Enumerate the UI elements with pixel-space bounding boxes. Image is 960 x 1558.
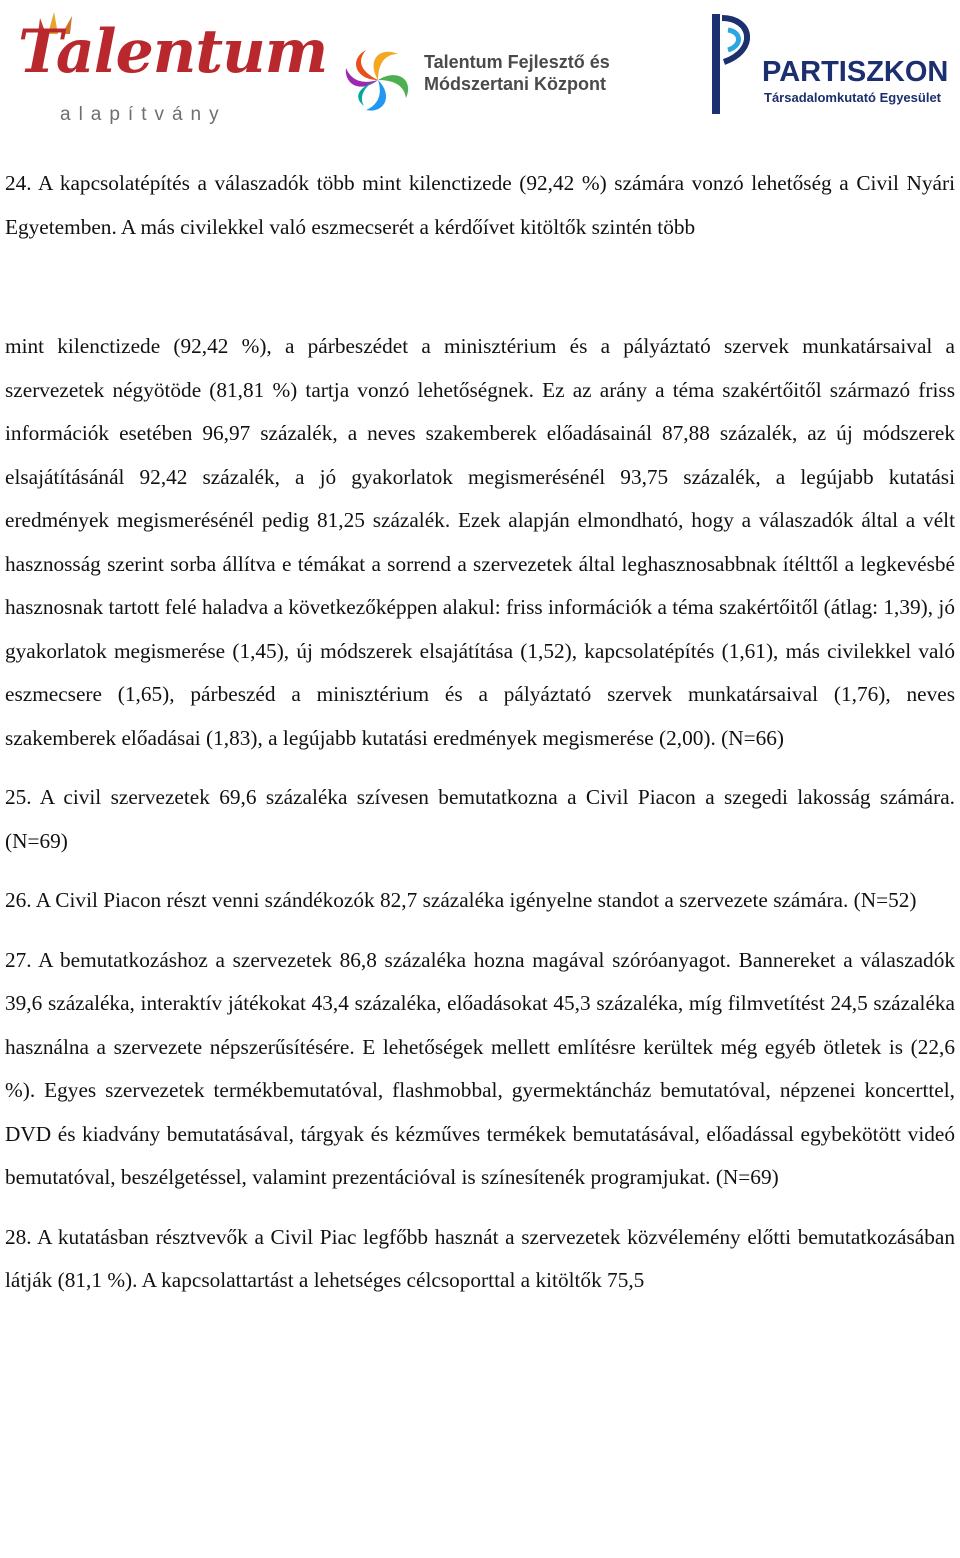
document-body xyxy=(5,162,955,1303)
paragraph-26: 26. A Civil Piacon részt venni szándékozók 82,7 százaléka igényelne standot a szervezete számára. (N=52) xyxy=(5,888,917,912)
logo-header xyxy=(0,0,960,140)
tfmk-logo xyxy=(336,40,626,120)
partiszkon-name: PARTISZKON xyxy=(762,56,949,88)
paragraph-28: 28. A kutatásban résztvevők a Civil Piac legfőbb hasznát a szervezetek közvélemény előtti bemutatkozásában látják (81,1 %). A kapcsolattartást a lehetséges célcsoporttal a kitöltők 75,5 xyxy=(5,1224,955,1292)
partiszkon-subtitle: Társadalomkutató Egyesület xyxy=(764,90,941,105)
swirl-logo-icon xyxy=(336,40,420,120)
talentum-wordmark: Talentum xyxy=(18,17,328,87)
talentum-logo xyxy=(18,8,328,136)
paragraph-24-part2: mint kilenctizede (92,42 %), a párbeszédet a minisztérium és a pályáztató szervek munkatársaival a szervezetek négyötöde (81,81 %) tartja vonzó lehetőségnek. Ez az arány a téma szakértőitől származó friss információk esetében 96,97 százalék, a neves szakemberek előadásainál 87,88 százalék, az új módszerek elsajátításánál 92,42 százalék, a jó gyakorlatok megismerésénél 93,75 százalék, a legújabb kutatási eredmények megismerésénél pedig 81,25 százalék. Ezek alapján elmondható, hogy a válaszadók által a vélt hasznosság szerint sorba állítva e témákat a sorrend a szervezetek által leghasznosabbnak ítélttől a legkevésbé hasznosnak tartott felé haladva a következőképpen alakul: friss információk a téma szakértőitől (átlag: 1,39), jó gyakorlatok megismerése (1,45), új módszerek elsajátítása (1,52), kapcsolatépítés (1,61), más civilekkel való eszmecsere (1,65), párbeszéd a minisztérium és a pályáztató szervek munkatársaival (1,76), neves szakemberek előadásai (1,83), a legújabb kutatási eredmények megismerése (2,00). (N=66) xyxy=(5,334,955,750)
partiszkon-mark-icon xyxy=(712,10,762,120)
tfmk-name-line2: Módszertani Központ xyxy=(424,74,606,94)
paragraph-24-part1: 24. A kapcsolatépítés a válaszadók több mint kilenctizede (92,42 %) számára vonzó lehetőség a Civil Nyári Egyetemben. A más civilekkel való eszmecserét a kérdőívet kitöltők szintén több xyxy=(5,171,955,239)
page-gap xyxy=(5,249,955,325)
paragraph-27: 27. A bemutatkozáshoz a szervezetek 86,8 százaléka hozna magával szóróanyagot. Bannereket a válaszadók 39,6 százaléka, interaktív játékokat 43,4 százaléka, előadásokat 45,3 százaléka, míg filmvetítést 24,5 százaléka használna a szervezete népszerűsítésére. E lehetőségek mellett említésre kerültek még egyéb ötletek is (22,6 %). Egyes szervezetek termékbemutatóval, flashmobbal, gyermektáncház bemutatóval, népzenei koncerttel, DVD és kiadvány bemutatásával, tárgyak és kézműves termékek bemutatásával, előadással egybekötött videó bemutatóval, beszélgetéssel, valamint prezentációval is színesítenék programjukat. (N=69) xyxy=(5,947,955,1189)
talentum-subtitle: alapítvány xyxy=(60,104,227,125)
tfmk-name-line1: Talentum Fejlesztő és xyxy=(424,52,610,72)
paragraph-25: 25. A civil szervezetek 69,6 százaléka szívesen bemutatkozna a Civil Piacon a szegedi lakosság számára. (N=69) xyxy=(5,785,955,853)
partiszkon-logo xyxy=(712,10,952,130)
